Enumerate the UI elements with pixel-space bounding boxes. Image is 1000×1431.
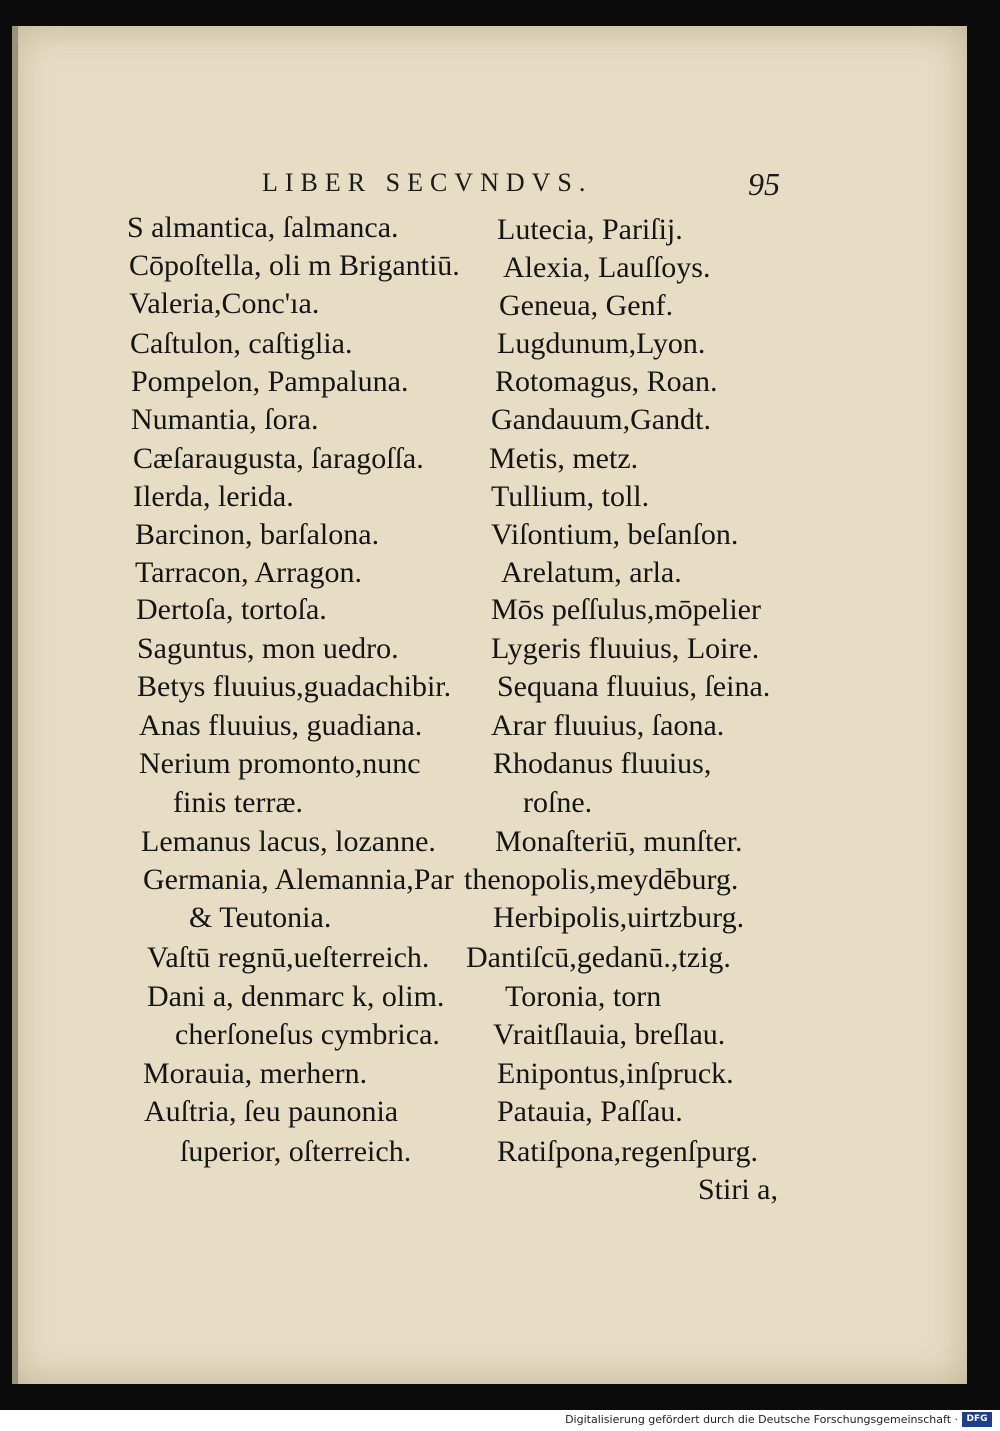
right-line: Lutecia, Pariſij. bbox=[497, 213, 683, 246]
right-line: Sequana fluuius, ſeina. bbox=[497, 670, 771, 703]
page-number: 95 bbox=[748, 166, 780, 202]
running-head: LIBER SECVNDVS. bbox=[262, 168, 593, 197]
left-line: Betys fluuius,guadachibir. bbox=[137, 670, 452, 703]
right-line: roſne. bbox=[523, 786, 593, 819]
left-line: Nerium promonto,nunc bbox=[139, 747, 421, 780]
left-line: Auſtria, ſeu paunonia bbox=[144, 1095, 399, 1128]
right-line: Rhodanus fluuius, bbox=[493, 747, 712, 780]
right-line: Rotomagus, Roan. bbox=[495, 365, 718, 398]
left-line: Germania, Alemannia,Par bbox=[143, 863, 454, 896]
right-line: Ratiſpona,regenſpurg. bbox=[497, 1135, 759, 1168]
left-line: Lemanus lacus, lozanne. bbox=[141, 825, 436, 858]
left-line: Saguntus, mon uedro. bbox=[137, 632, 399, 665]
right-line: Patauia, Paſſau. bbox=[497, 1095, 683, 1128]
left-line: finis terræ. bbox=[173, 786, 303, 819]
left-line: S almantica, ſalmanca. bbox=[127, 211, 399, 244]
right-line: Alexia, Lauſſoys. bbox=[503, 251, 711, 284]
right-line: Toronia, torn bbox=[505, 980, 662, 1013]
right-line: Herbipolis,uirtzburg. bbox=[493, 901, 745, 934]
left-line: Tarracon, Arragon. bbox=[135, 556, 362, 589]
left-line: Ilerda, lerida. bbox=[133, 480, 294, 513]
right-line: Mōs peſſulus,mōpelier bbox=[491, 593, 761, 626]
right-line: Tullium, toll. bbox=[491, 480, 650, 513]
left-line: Pompelon, Pampaluna. bbox=[131, 365, 409, 398]
right-line: Gandauum,Gandt. bbox=[491, 403, 711, 436]
right-line: Monaſteriū, munſter. bbox=[495, 825, 743, 858]
left-line: cherſoneſus cymbrica. bbox=[175, 1018, 440, 1051]
left-line: Valeria,Conc'ıa. bbox=[129, 287, 320, 320]
right-line: Enipontus,inſpruck. bbox=[497, 1057, 734, 1090]
right-line: thenopolis,meydēburg. bbox=[464, 863, 739, 896]
left-line: Caſtulon, caſtiglia. bbox=[130, 327, 353, 360]
left-line: Anas fluuius, guadiana. bbox=[139, 709, 423, 742]
right-line: Arar fluuius, ſaona. bbox=[491, 709, 725, 742]
right-line: Geneua, Genf. bbox=[499, 289, 674, 322]
right-line: Stiri a, bbox=[698, 1173, 778, 1206]
right-line: Metis, metz. bbox=[489, 442, 639, 475]
left-line: ſuperior, oſterreich. bbox=[180, 1135, 412, 1168]
left-line: Vaſtū regnū,ueſterreich. bbox=[147, 941, 430, 974]
dfg-logo: DFG bbox=[962, 1412, 992, 1427]
page-edge bbox=[12, 26, 18, 1384]
left-line: Cōpoſtella, oli m Brigantiū. bbox=[129, 249, 460, 282]
left-line: & Teutonia. bbox=[189, 901, 332, 934]
left-line: Morauia, merhern. bbox=[143, 1057, 368, 1090]
right-line: Vraitſlauia, breſlau. bbox=[493, 1018, 726, 1051]
right-line: Lygeris fluuius, Loire. bbox=[491, 632, 760, 665]
right-line: Arelatum, arla. bbox=[501, 556, 682, 589]
digitization-credit: Digitalisierung gefördert durch die Deutsche Forschungsgemeinschaft · bbox=[565, 1413, 958, 1426]
left-line: Barcinon, barſalona. bbox=[135, 518, 380, 551]
left-line: Numantia, ſora. bbox=[131, 403, 319, 436]
right-line: Viſontium, beſanſon. bbox=[491, 518, 739, 551]
left-line: Dani a, denmarc k, olim. bbox=[147, 980, 445, 1013]
left-line: Dertoſa, tortoſa. bbox=[136, 593, 327, 626]
left-line: Cæſaraugusta, ſaragoſſa. bbox=[133, 442, 424, 475]
right-line: Dantiſcū,gedanū.,tzig. bbox=[466, 941, 731, 974]
right-line: Lugdunum,Lyon. bbox=[497, 327, 706, 360]
